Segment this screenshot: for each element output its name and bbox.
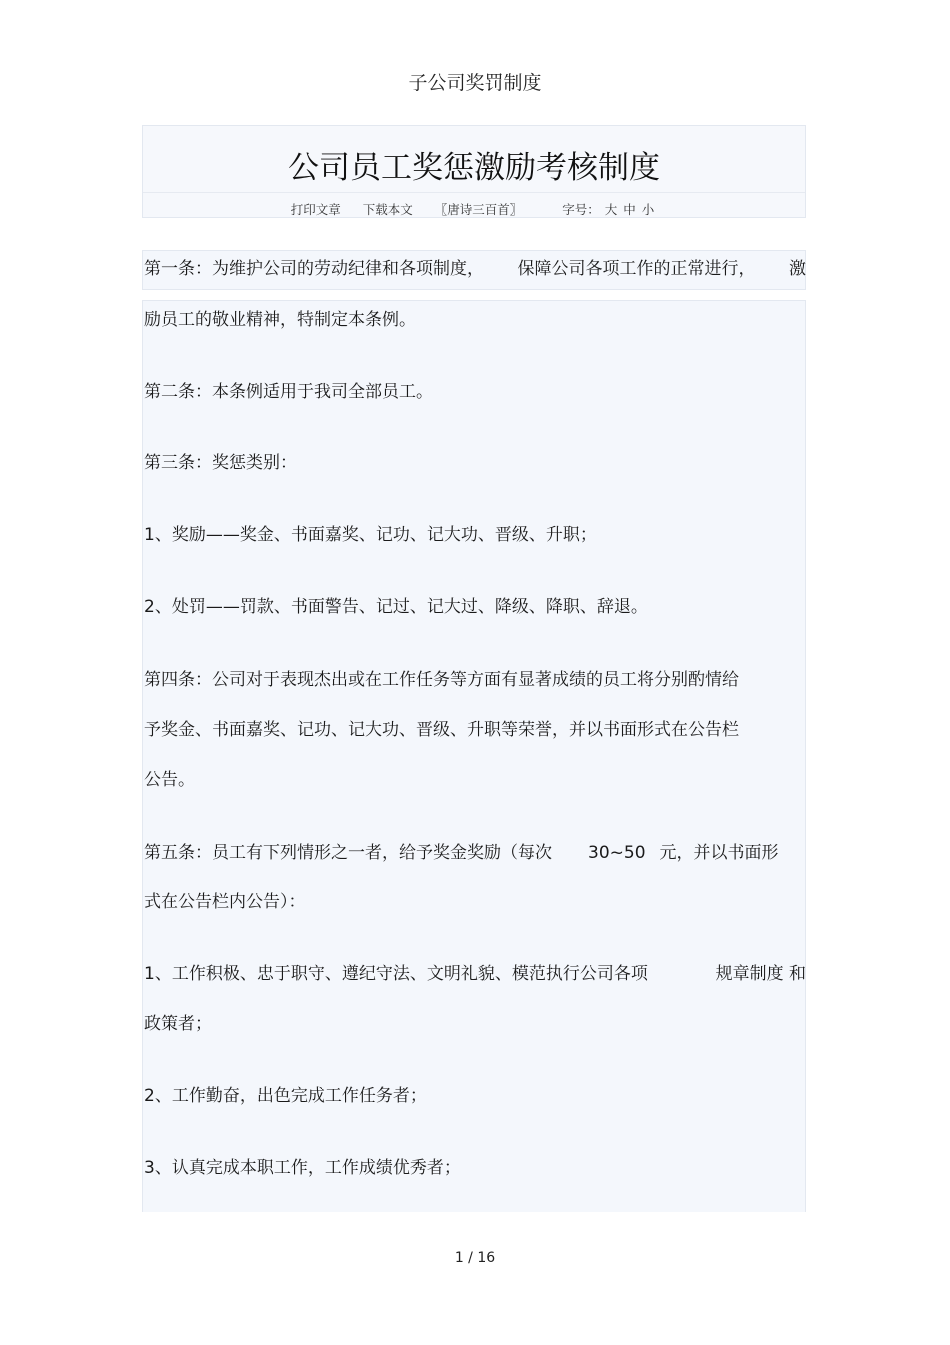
article-5-item-3: 3、认真完成本职工作，工作成绩优秀者；	[144, 1158, 461, 1178]
article-2: 第二条：本条例适用于我司全部员工。	[144, 382, 433, 402]
text-segment: 第五条：员工有下列情形之一者，给予奖金奖励（每次	[144, 843, 552, 863]
print-article-link[interactable]: 打印文章	[290, 202, 341, 217]
text-segment: 激	[789, 259, 806, 279]
text-segment: 保障公司各项工作的正常进行，	[517, 259, 756, 279]
article-3-heading: 第三条：奖惩类别：	[144, 453, 297, 473]
article-title: 公司员工奖惩激励考核制度	[288, 150, 660, 186]
article-toolbar	[143, 200, 805, 218]
article-5-line-1	[144, 842, 806, 864]
article-body-panel	[142, 300, 806, 1212]
text-segment: 第一条：为维护公司的劳动纪律和各项制度，	[144, 259, 484, 279]
text-segment: 1、工作积极、忠于职守、遵纪守法、文明礼貌、模范执行公司各项	[144, 964, 648, 984]
penalty-types-item: 2、处罚——罚款、书面警告、记过、记大过、降级、降职、辞退。	[144, 597, 648, 617]
text-segment: 元，并以书面形	[659, 843, 779, 863]
article-header-box	[142, 125, 806, 218]
font-size-medium-button[interactable]: 中	[623, 202, 636, 217]
article-5-item-2: 2、工作勤奋，出色完成工作任务者；	[144, 1086, 427, 1106]
page-indicator: 1 / 16	[454, 1250, 496, 1266]
article-4-line-1: 第四条：公司对于表现杰出或在工作任务等方面有显著成绩的员工将分别酌情给	[144, 670, 739, 690]
header-divider	[143, 192, 805, 193]
article-5-item-1-line-1	[144, 963, 806, 985]
amount-range: 30~50	[588, 843, 646, 863]
collection-link[interactable]: 〖唐诗三百首〗	[434, 202, 523, 217]
article-5-item-1-line-2: 政策者；	[144, 1014, 212, 1034]
article-4-line-3: 公告。	[144, 770, 195, 790]
document-header-title: 子公司奖罚制度	[408, 72, 542, 94]
font-size-small-button[interactable]: 小	[641, 202, 655, 217]
font-size-label: 字号：	[562, 202, 600, 217]
article-5-line-2: 式在公告栏内公告）：	[144, 892, 306, 912]
font-size-large-button[interactable]: 大	[604, 202, 618, 217]
article-1-line-1	[144, 258, 806, 280]
article-4-line-2: 予奖金、书面嘉奖、记功、记大功、晋级、升职等荣誉，并以书面形式在公告栏	[144, 720, 739, 740]
download-article-link[interactable]: 下载本文	[362, 202, 413, 217]
reward-types-item: 1、奖励——奖金、书面嘉奖、记功、记大功、晋级、升职；	[144, 525, 597, 545]
text-segment: 规章制度 和	[715, 964, 806, 984]
article-1-line-2: 励员工的敬业精神，特制定本条例。	[144, 310, 416, 330]
